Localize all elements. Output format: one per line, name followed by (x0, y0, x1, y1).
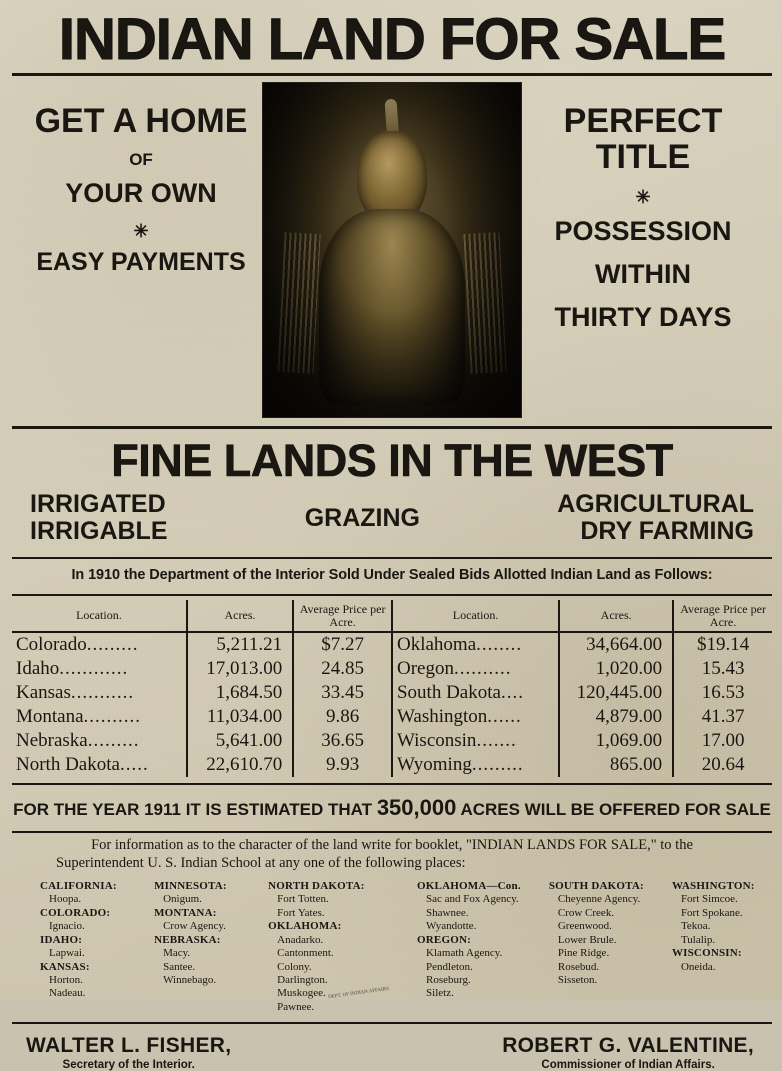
place-town-label: Cheyenne Agency. (557, 893, 641, 906)
place-state-label: COLORADO: (40, 906, 111, 919)
signer-left-title: Secretary of the Interior. (62, 1059, 195, 1071)
left-copy-block (16, 104, 266, 277)
land-kind-agricultural: AGRICULTURAL (557, 490, 754, 519)
cell-price-right: $19.14 (696, 634, 750, 656)
divider-top (12, 73, 772, 76)
place-state-label: KANSAS: (40, 960, 90, 973)
place-town-label: Pendleton. (426, 960, 473, 973)
place-state-label: MONTANA: (154, 906, 217, 919)
cell-price-left: 33.45 (293, 681, 392, 705)
place-town-label: Nadeau. (49, 987, 86, 1000)
place-town-label: Anadarko. (277, 933, 324, 946)
place-town-label: Pawnee. (277, 1000, 315, 1013)
place-state-label: NORTH DAKOTA: (268, 880, 365, 893)
cell-location-right: Washington...... (392, 705, 559, 729)
place-town-label: Santee. (163, 960, 196, 973)
cell-acres-left: 22,610.70 (187, 753, 293, 777)
places-column (549, 880, 644, 1014)
table-row (12, 681, 772, 705)
places-column (417, 880, 521, 1014)
cell-location-left: North Dakota..... (12, 753, 187, 777)
places-column (154, 880, 240, 1014)
cell-price-left: 9.86 (293, 705, 392, 729)
estimate-prefix: FOR THE YEAR 1911 IT IS ESTIMATED THAT (13, 800, 373, 820)
information-paragraph (12, 837, 772, 876)
cell-price-left: 9.93 (293, 753, 392, 777)
table-row (12, 705, 772, 729)
left-line-3: YOUR OWN (65, 177, 217, 208)
places-column (672, 880, 758, 1014)
signers-row (12, 1028, 772, 1071)
place-town-label: Crow Creek. (557, 906, 615, 919)
place-state-label: MINNESOTA: (154, 880, 227, 893)
divider-below-table (12, 783, 772, 785)
place-town-label: Wyandotte. (426, 920, 477, 933)
land-kind-irrigable: IRRIGABLE (30, 517, 168, 546)
place-town-label: Klamath Agency. (426, 947, 503, 960)
left-line-4: EASY PAYMENTS (36, 247, 246, 276)
portrait-photograph (262, 82, 522, 418)
place-town-label: Sisseton. (557, 973, 598, 986)
cell-acres-left: 17,013.00 (187, 657, 293, 681)
place-state-label: IDAHO: (40, 933, 83, 946)
place-town-label: Sac and Fox Agency. (426, 893, 519, 906)
land-kind-grazing: GRAZING (304, 503, 421, 532)
place-town-label: Colony. (277, 960, 312, 973)
places-column (40, 880, 126, 1014)
divider-mid (12, 426, 772, 429)
place-town-label: Fort Spokane. (680, 906, 743, 919)
right-line-4: THIRTY DAYS (554, 302, 732, 333)
cell-location-left: Nebraska......... (12, 729, 187, 753)
place-state-label: WASHINGTON: (671, 880, 755, 893)
cell-acres-left: 11,034.00 (187, 705, 293, 729)
cell-location-left: Kansas........... (12, 681, 187, 705)
hero-section (12, 80, 772, 420)
place-town-label: Tulalip. (680, 933, 716, 946)
table-row (12, 729, 772, 753)
table-row (12, 632, 772, 657)
place-state-label: OREGON: (417, 933, 471, 946)
cell-price-right: 17.00 (701, 730, 745, 752)
asterisk-ornament-icon-right: ✳ (635, 187, 651, 208)
cell-location-right: Wyoming......... (392, 753, 559, 777)
info-line-1: For information as to the character of the land write for booklet, "INDIAN LANDS FOR SALE," to the (91, 837, 693, 854)
divider-above-sold-line (12, 557, 772, 559)
table-row (12, 657, 772, 681)
estimate-line (12, 789, 772, 825)
cell-location-left: Idaho............ (12, 657, 187, 681)
subheadline: FINE LANDS IN THE WEST (111, 435, 673, 487)
place-state-label: OKLAHOMA—Con. (417, 880, 521, 893)
place-town-label: Cantonment. (277, 947, 334, 960)
cell-location-right: Oregon.......... (392, 657, 559, 681)
cell-price-right: 15.43 (701, 658, 745, 680)
land-kind-irrigated: IRRIGATED (30, 490, 166, 519)
land-kind-dry-farming: DRY FARMING (580, 517, 754, 546)
place-town-label: Hoopa. (49, 893, 82, 906)
asterisk-ornament-icon: ✳ (133, 220, 149, 241)
col-location-right: Location. (392, 600, 559, 632)
col-acres-right: Acres. (559, 600, 673, 632)
place-town-label: Darlington. (277, 973, 328, 986)
table-head (12, 600, 772, 632)
cell-price-left: 24.85 (293, 657, 392, 681)
land-sales-table (12, 600, 772, 777)
place-state-label: NEBRASKA: (154, 933, 221, 946)
place-town-label: Onigum. (163, 893, 202, 906)
place-town-label: Rosebud. (557, 960, 600, 973)
place-town-label: Shawnee. (426, 906, 469, 919)
right-line-3: WITHIN (595, 259, 691, 290)
cell-acres-right: 34,664.00 (559, 632, 673, 657)
left-line-1: GET A HOME (34, 102, 248, 141)
cell-acres-right: 865.00 (559, 753, 673, 777)
place-state-label: CALIFORNIA: (40, 880, 117, 893)
cell-acres-right: 120,445.00 (559, 681, 673, 705)
land-kinds-right (557, 491, 754, 545)
cell-price-left: $7.27 (293, 632, 392, 657)
cell-location-right: Oklahoma........ (392, 632, 559, 657)
signer-left (26, 1034, 231, 1071)
divider-above-signers (12, 1022, 772, 1024)
cell-acres-right: 1,069.00 (559, 729, 673, 753)
table-row (12, 753, 772, 777)
signer-right-title: Commissioner of Indian Affairs. (541, 1059, 715, 1071)
cell-location-left: Colorado......... (12, 632, 187, 657)
cell-acres-left: 5,211.21 (187, 632, 293, 657)
cell-acres-left: 5,641.00 (187, 729, 293, 753)
archive-stamp: DEPT. OF INDIAN AFFAIRS (327, 986, 389, 1001)
place-town-label: Ignacio. (49, 920, 85, 933)
place-town-label: Horton. (49, 973, 83, 986)
place-town-label: Pine Ridge. (557, 947, 610, 960)
place-town-label: Oneida. (680, 960, 716, 973)
right-line-1: PERFECT TITLE (563, 102, 723, 176)
place-town-label: Fort Yates. (277, 906, 325, 919)
table-body (12, 632, 772, 777)
place-town-label: Fort Totten. (277, 893, 329, 906)
col-location-left: Location. (12, 600, 187, 632)
cell-price-right: 41.37 (701, 706, 745, 728)
place-town-label: Lapwai. (49, 947, 85, 960)
table-header-row (12, 600, 772, 632)
info-line-2: Superintendent U. S. Indian School at any one of the following places: (56, 854, 466, 871)
col-price-left: Average Price per Acre. (293, 600, 392, 632)
page-title: INDIAN LAND FOR SALE (58, 7, 726, 72)
right-line-2: POSSESSION (554, 216, 732, 247)
divider-above-table (12, 594, 772, 596)
place-town-label: Greenwood. (557, 920, 612, 933)
place-town-label: Crow Agency. (163, 920, 226, 933)
divider-below-estimate (12, 831, 772, 833)
place-town-label: Roseburg. (426, 973, 471, 986)
cell-acres-left: 1,684.50 (187, 681, 293, 705)
places-column (268, 880, 389, 1014)
right-copy-block (518, 104, 768, 333)
sold-summary-line: In 1910 the Department of the Interior Sold Under Sealed Bids Allotted Indian Land as Follows: (71, 567, 713, 584)
place-town-label: Fort Simcoe. (680, 893, 738, 906)
cell-location-right: Wisconsin....... (392, 729, 559, 753)
cell-location-left: Montana.......... (12, 705, 187, 729)
left-line-2: OF (129, 149, 153, 169)
col-price-right: Average Price per Acre. (673, 600, 772, 632)
place-town-label: Lower Brule. (557, 933, 617, 946)
signer-right (502, 1034, 754, 1071)
places-columns (12, 876, 772, 1016)
portrait-vignette (263, 83, 521, 417)
place-state-label: SOUTH DAKOTA: (548, 880, 644, 893)
land-kinds-row (12, 491, 772, 551)
place-town-label: Muskogee. DEPT. OF INDIAN AFFAIRS (277, 986, 389, 1001)
signer-left-name: WALTER L. FISHER, (26, 1034, 232, 1058)
estimate-acres: 350,000 (376, 795, 457, 821)
cell-acres-right: 4,879.00 (559, 705, 673, 729)
cell-price-right: 16.53 (701, 682, 745, 704)
cell-location-right: South Dakota.... (392, 681, 559, 705)
place-town-label: Tekoa. (680, 920, 711, 933)
estimate-suffix: ACRES WILL BE OFFERED FOR SALE (460, 800, 771, 820)
land-kinds-left (30, 491, 168, 545)
place-state-label: OKLAHOMA: (268, 920, 342, 933)
place-town-label: Winnebago. (163, 973, 217, 986)
place-town-label: Macy. (163, 947, 191, 960)
signer-right-name: ROBERT G. VALENTINE, (502, 1034, 754, 1058)
col-acres-left: Acres. (187, 600, 293, 632)
place-town-label: Siletz. (426, 987, 454, 1000)
cell-price-left: 36.65 (293, 729, 392, 753)
cell-price-right: 20.64 (701, 754, 745, 776)
cell-acres-right: 1,020.00 (559, 657, 673, 681)
place-state-label: WISCONSIN: (671, 947, 742, 960)
